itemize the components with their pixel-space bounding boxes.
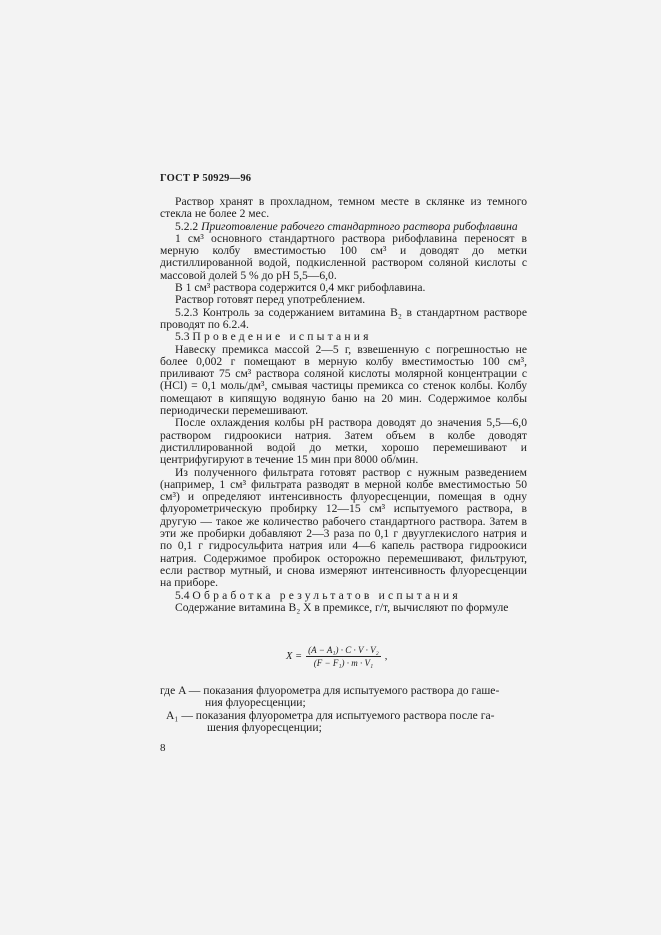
paragraph: 5.2.3 Контроль за содержанием витамина В₂ в стандартном растворе проводят по 6.2.4. [160, 305, 527, 331]
paragraph: 1 см³ основного стандартного раствора рибофлавина переносят в мерную колбу вместимостью 100 см³ и доводят до метки дистиллированной водой, подкисленной раствором соляной кислоты с массовой долей 5 % до рН 5,5—6,0. [160, 231, 527, 282]
paragraph: Раствор готовят перед употреблением. [175, 293, 366, 307]
formula-numerator: (A − A₁) · C · V · V₂ [308, 645, 379, 655]
section-number: 5.3 [175, 330, 190, 344]
section-title: Обработка результатов испытания [192, 588, 461, 602]
section-title: Приготовление рабочего стандартного раствора рибофлавина [201, 219, 518, 233]
paragraph: После охлаждения колбы рН раствора доводят до значения 5,5—6,0 раствором гидроокиси натрия. Затем объем в колбе доводят дистиллированной водой до метки, хорошо перемешивают и центрифугируют в течение 15 мин при 8000 об/мин. [160, 416, 527, 467]
legend-item-a: где A — показания флуорометра для испытуемого раствора до гаше- [160, 684, 500, 697]
legend-item-a1-cont: шения флуоресценции; [207, 720, 322, 734]
page-header: ГОСТ Р 50929—96 [160, 173, 252, 184]
paragraph: Из полученного фильтрата готовят раствор с нужным разведением (например, 1 см³ фильтрата разводят в мерной колбе вместимостью 50 см³) и определяют интенсивность флуоресценции, помещая в одну флуорометрическую пробирку 12—15 см³ испытуемого раствора, в другую — такое же количество рабочего стандартного раствора. Затем в эти же пробирки добавляют 2—3 раза по 0,1 г двууглекислого натрия и по 0,1 г гидросульфита натрия или 4—6 капель раствора гидроокиси натрия. Содержимое пробирок осторожно перемешивают, фильтруют, если раствор мутный, и снова измеряют интенсивность флуоресценции на приборе. [160, 465, 527, 590]
section-number: 5.2.2 [175, 219, 199, 233]
page-number: 8 [160, 742, 166, 754]
paragraph: Навеску премикса массой 2—5 г, взвешенную с погрешностью не более 0,002 г помещают в мерную колбу вместимостью 100 см³, приливают 75 см³ раствора соляной кислоты молярной концентрации с (HCl) = 0,1 моль/дм³, смывая частицы премикса со стенок колбы. Колбу помещают в кипящую водяную баню на 20 мин. Содержимое колбы периодически перемешивают. [160, 342, 527, 418]
body-text [160, 196, 527, 614]
legend-item-a-cont: ния флуоресценции; [205, 696, 306, 710]
paragraph: Раствор хранят в прохладном, темном месте в склянке из темного стекла не более 2 мес. [160, 195, 527, 221]
formula [286, 645, 387, 668]
formula-lhs: X = [286, 651, 303, 662]
formula-denominator: (F − F₁) · m · V₁ [313, 658, 374, 668]
section-title: Проведение испытания [192, 330, 372, 344]
paragraph: В 1 см³ раствора содержится 0,4 мкг рибофлавина. [175, 281, 426, 295]
formula-legend [160, 685, 527, 734]
paragraph: Содержание витамина В₂ X в премиксе, г/т, вычисляют по формуле [175, 600, 509, 614]
formula-tail: , [384, 651, 388, 662]
legend-item-a1: A₁ — показания флуорометра для испытуемого раствора после га- [166, 708, 495, 722]
section-heading [160, 590, 527, 602]
section-heading [160, 331, 527, 343]
section-number: 5.4 [175, 588, 190, 602]
formula-fraction [306, 645, 381, 668]
